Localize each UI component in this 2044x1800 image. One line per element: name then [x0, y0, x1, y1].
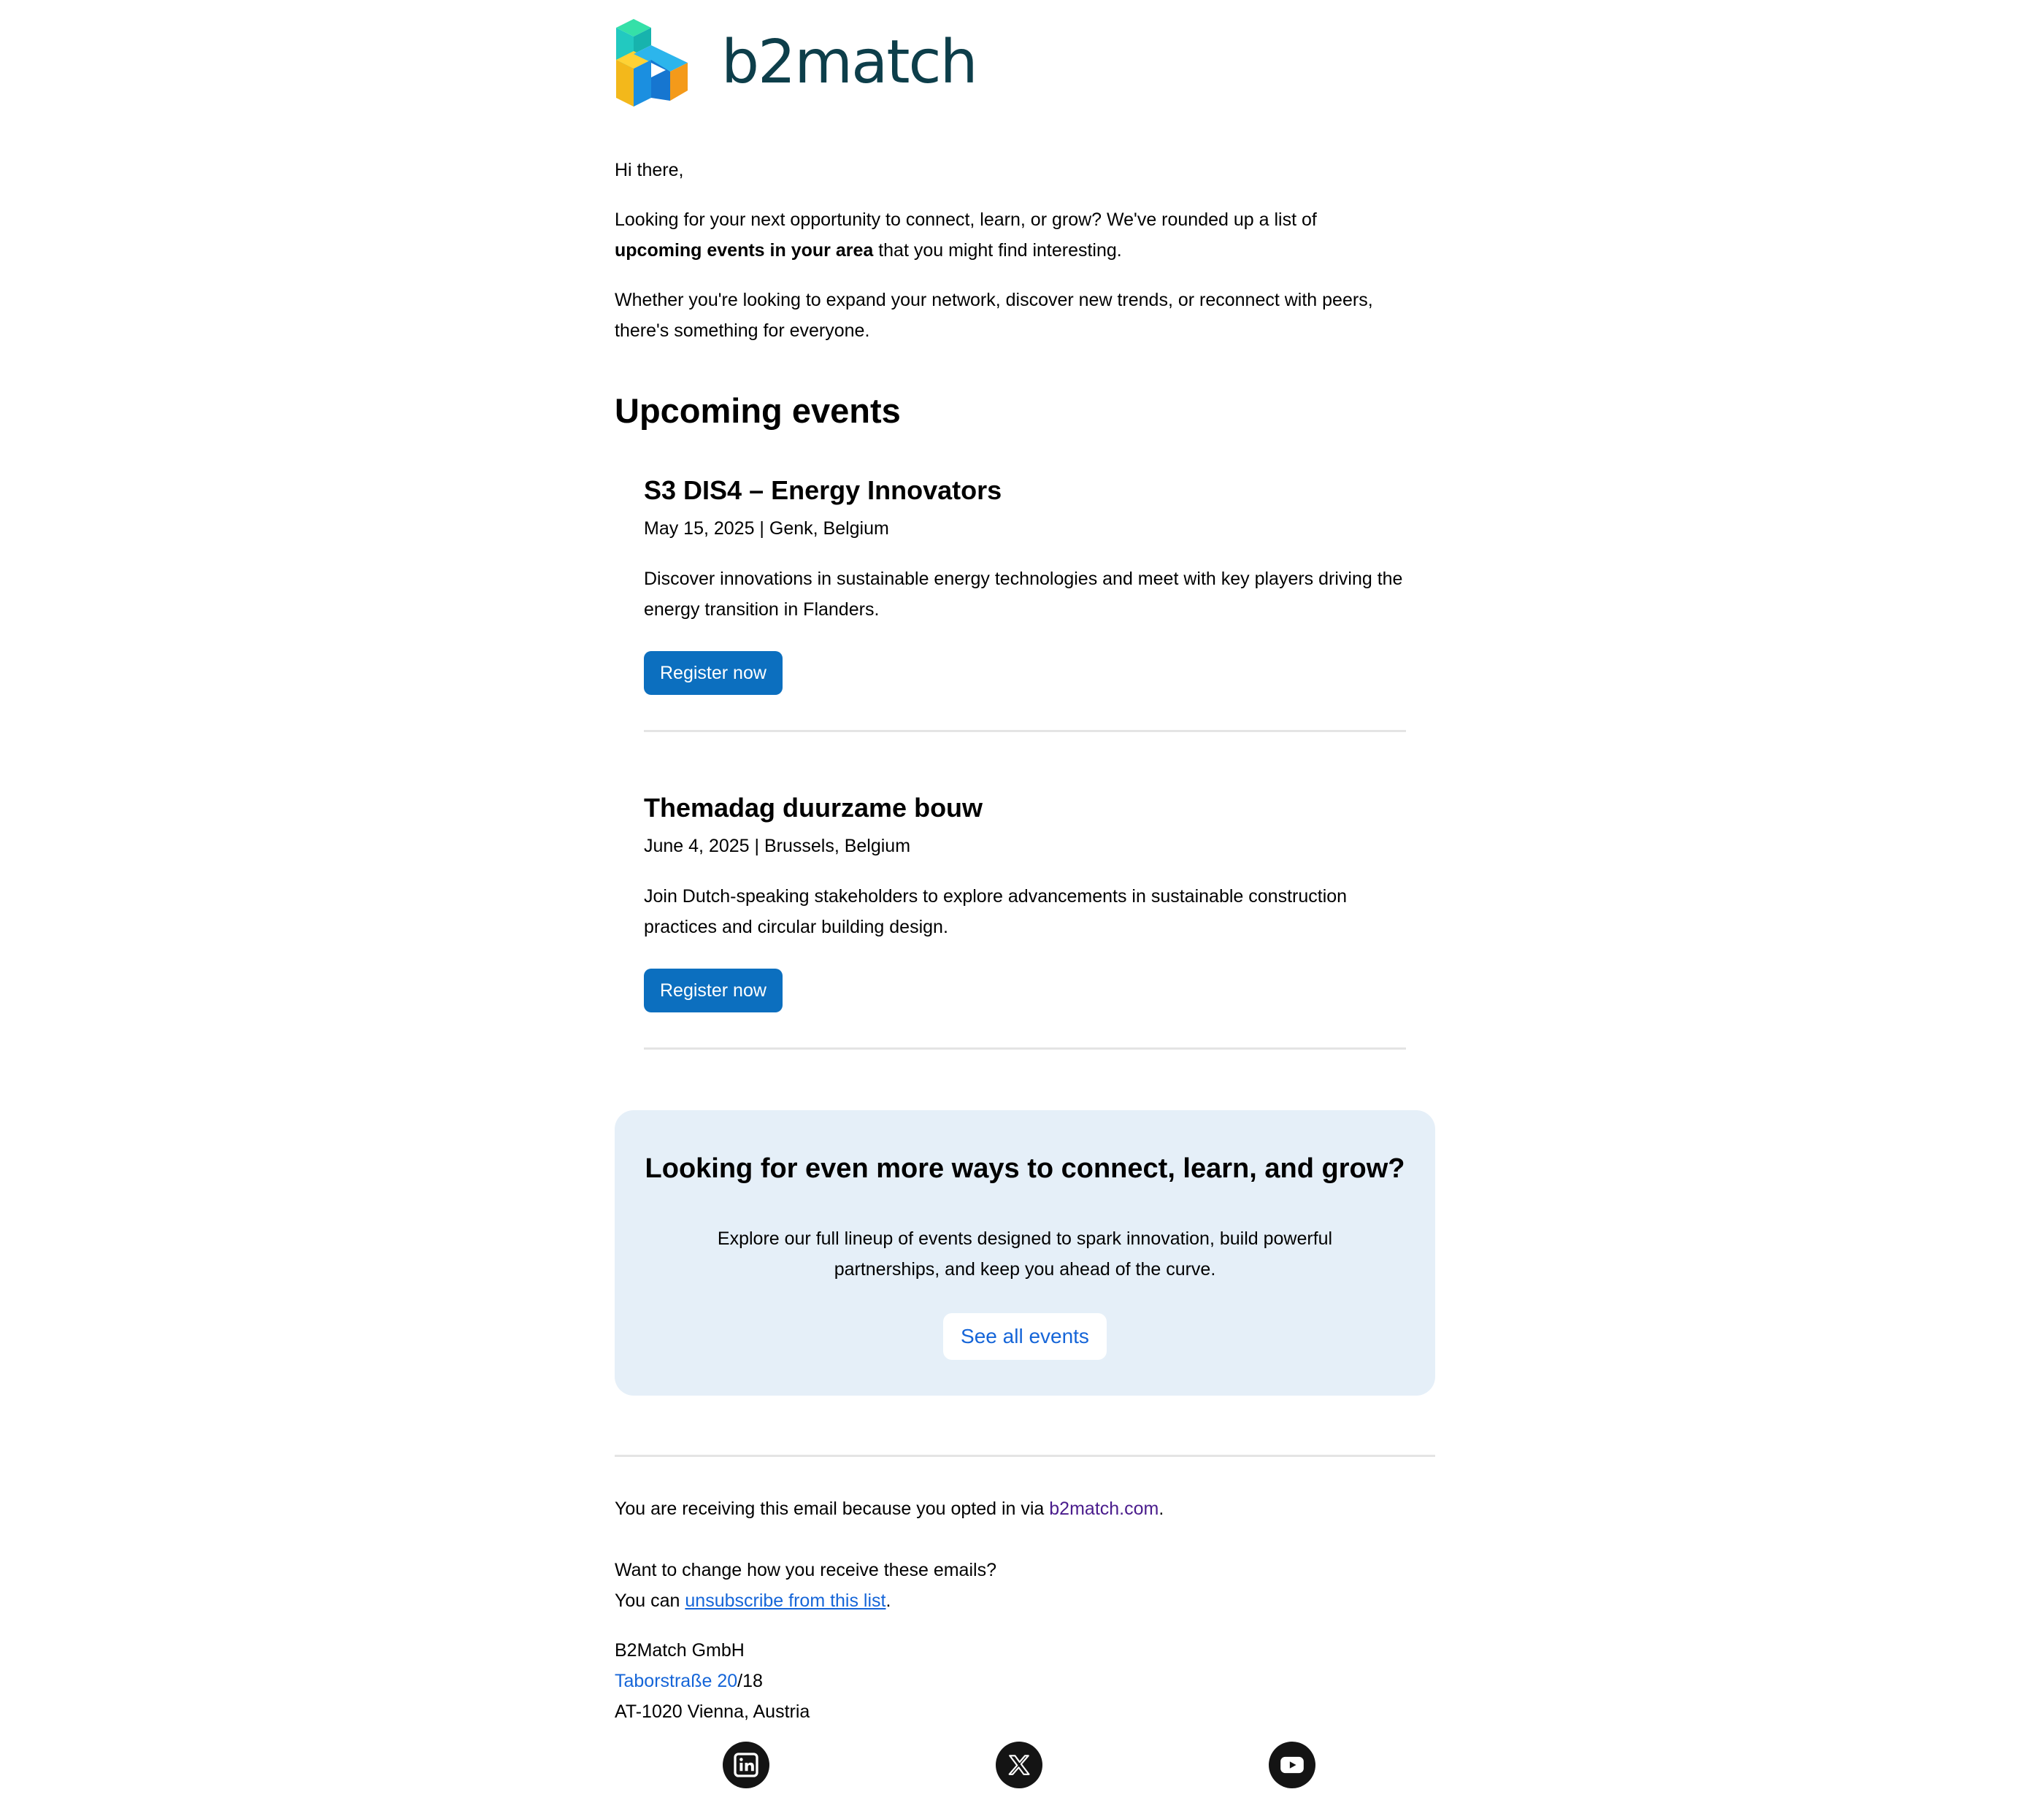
event-title: Themadag duurzame bouw — [644, 793, 983, 823]
event-description: Join Dutch-speaking stakeholders to explore advancements in sustainable construction practices and circular building design. — [644, 886, 1348, 937]
intro-text-after: that you might find interesting. — [873, 240, 1122, 261]
unsubscribe-link[interactable]: unsubscribe from this list — [685, 1591, 886, 1611]
youtube-icon — [1278, 1751, 1306, 1779]
opt-in-text: You are receiving this email because you opted in via — [615, 1499, 1050, 1519]
greeting: Hi there, — [615, 160, 684, 180]
event-title: S3 DIS4 – Energy Innovators — [644, 475, 1002, 505]
register-now-button[interactable]: Register now — [644, 969, 783, 1012]
more-events-cta — [615, 1110, 1435, 1396]
event-divider — [644, 1047, 1406, 1050]
event-date-location: June 4, 2025 | Brussels, Belgium — [644, 836, 911, 856]
b2match-cube-logo-icon — [615, 18, 691, 108]
company-address — [615, 1635, 1418, 1727]
unsubscribe-text: You can — [615, 1591, 685, 1611]
youtube-link[interactable] — [1269, 1742, 1315, 1788]
see-all-events-button[interactable]: See all events — [943, 1313, 1107, 1360]
cta-heading: Looking for even more ways to connect, learn, and grow? — [645, 1153, 1405, 1184]
opt-in-period: . — [1159, 1499, 1164, 1519]
unsubscribe-period: . — [885, 1591, 891, 1611]
city-address: AT-1020 Vienna, Austria — [615, 1701, 810, 1722]
event-divider — [644, 730, 1406, 732]
intro-paragraph — [615, 204, 1418, 266]
linkedin-link[interactable] — [723, 1742, 769, 1788]
unsubscribe-notice — [615, 1555, 1418, 1616]
section-title: Upcoming events — [615, 391, 901, 430]
b2match-link[interactable]: b2match.com — [1049, 1499, 1159, 1519]
brand-logo[interactable] — [615, 18, 977, 108]
linkedin-icon — [733, 1752, 759, 1778]
register-now-button[interactable]: Register now — [644, 651, 783, 695]
brand-name: b2match — [721, 28, 977, 97]
street-address-suffix: /18 — [737, 1671, 763, 1691]
change-line: Want to change how you receive these emails? — [615, 1560, 996, 1580]
x-link[interactable] — [996, 1742, 1042, 1788]
x-icon — [1007, 1753, 1031, 1777]
footer-divider — [615, 1455, 1435, 1457]
intro-paragraph-2: Whether you're looking to expand your network, discover new trends, or reconnect with peers, there's something for everyone. — [615, 290, 1373, 341]
company-name: B2Match GmbH — [615, 1640, 745, 1661]
intro-text-before: Looking for your next opportunity to connect, learn, or grow? We've rounded up a list of — [615, 209, 1317, 230]
opt-in-notice — [615, 1493, 1418, 1524]
event-date-location: May 15, 2025 | Genk, Belgium — [644, 518, 889, 539]
intro-text-bold: upcoming events in your area — [615, 240, 874, 261]
cta-text: Explore our full lineup of events designed to spark innovation, build powerful partnerships, and keep you ahead of the curve. — [717, 1228, 1333, 1280]
event-description: Discover innovations in sustainable energy technologies and meet with key players driving the energy transition in Flanders. — [644, 569, 1403, 620]
street-address-link[interactable]: Taborstraße 20 — [615, 1671, 738, 1691]
